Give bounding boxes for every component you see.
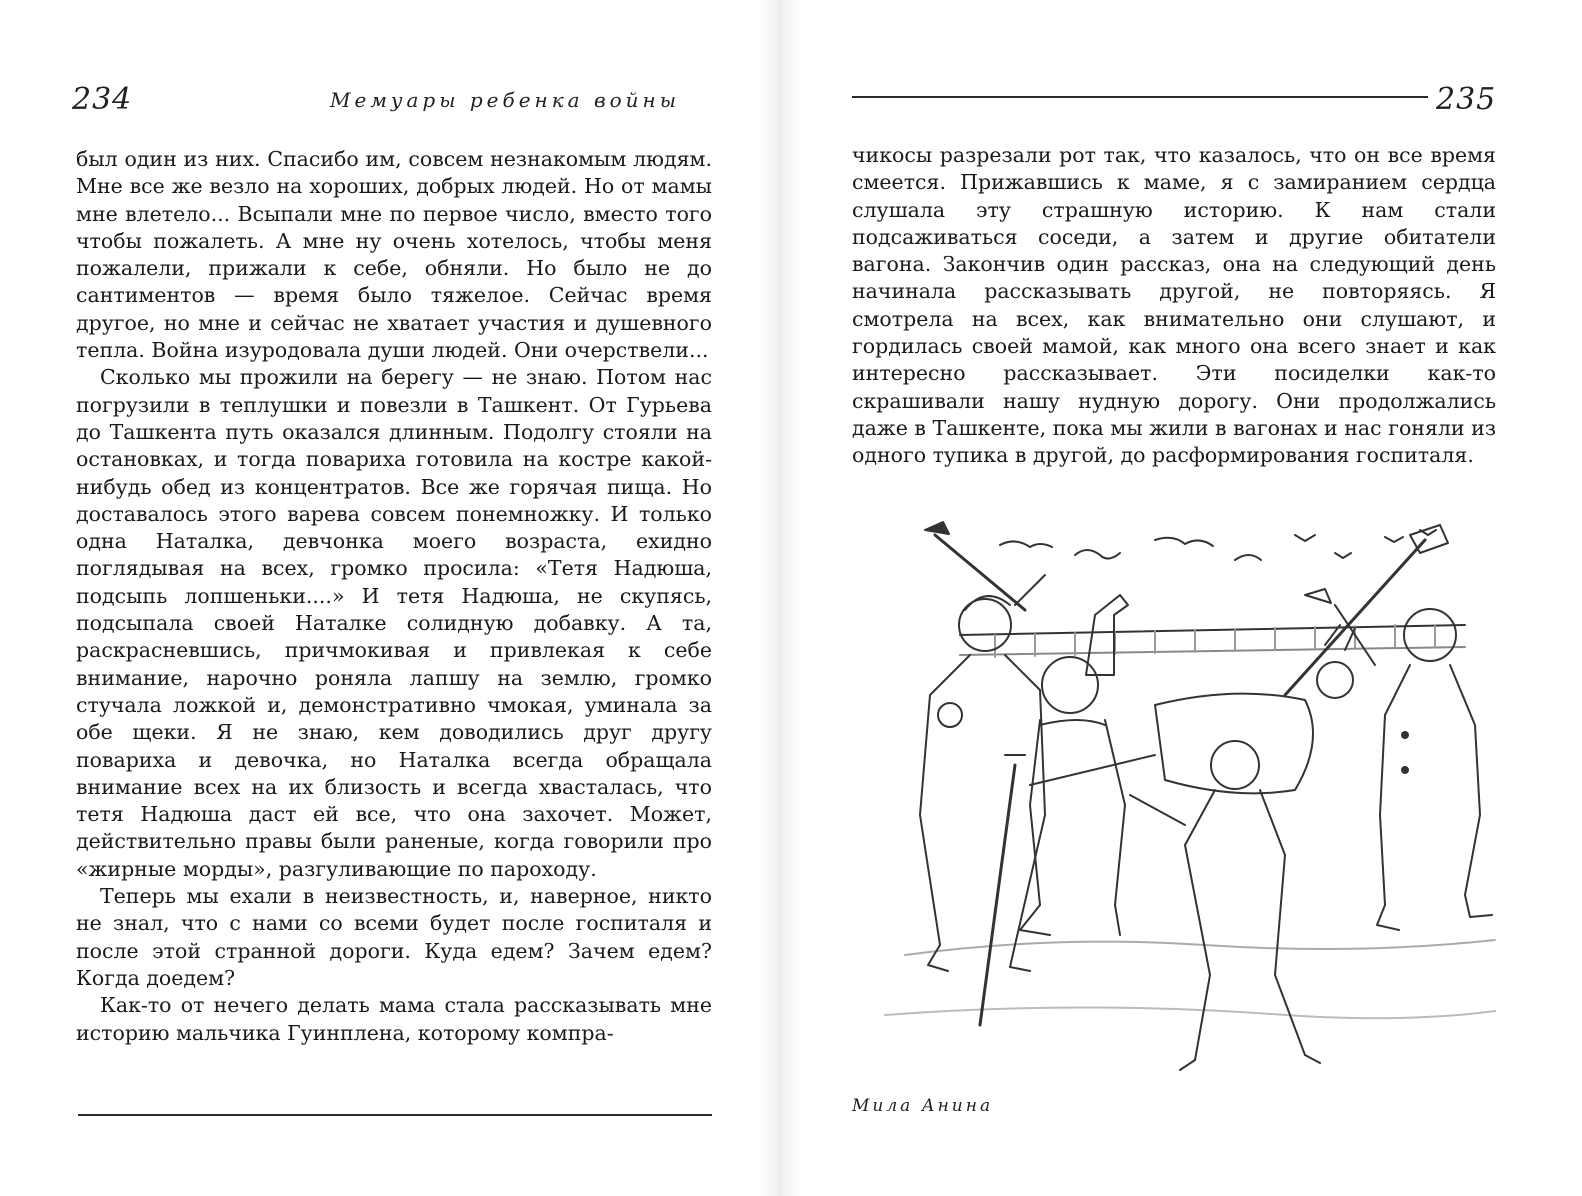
sky-scribble (1235, 555, 1261, 560)
raised-crutch (1285, 540, 1425, 695)
left-page-body (76, 146, 712, 1047)
illustration-signature: Мила Анина (852, 1096, 994, 1116)
paragraph: Теперь мы ехали в неизвестность, и, наверное, никто не знал, что с нами со всеми будет после госпиталя и после этой странной дороги. Куда едем? Зачем едем? Когда доедем? (76, 884, 712, 990)
crutch (980, 765, 1015, 1025)
drawing-soldiers-on-crutches (865, 515, 1510, 1095)
pencil-illustration (865, 515, 1510, 1095)
right-page-body (852, 142, 1496, 470)
left-page-number: 234 (72, 82, 133, 117)
right-page (800, 0, 1582, 1196)
book-gutter (760, 0, 800, 1196)
bird-icon (1335, 553, 1351, 558)
carried-figure (1155, 694, 1313, 794)
bird-icon (1385, 537, 1403, 542)
paragraph: Сколько мы прожили на берегу — не знаю. Потом нас погрузили в теплушки и повезли в Ташкент. От Гурьева до Ташкента путь оказался длинным. Подолгу стояли на остановках, и тогда повариха готовила на костре какой-нибудь обед из концентратов. Все же горячая пища. Но доставалось этого варева совсем понемножку. И только одна Наталка, девчонка моего возраста, ехидно поглядывая на всех, громко просила: «Тетя Надюша, подсыпь лопшеньки....» И тетя Надюша, не скупясь, подсыпала своей Наталке солидную добавку. А та, раскрасневшись, причмокивая и привлекая к себе внимание, нарочно роняла лапшу на землю, громко стучала ложкой и, демонстративно чмокая, уминала за обе щеки. Я не знаю, кем доводились друг другу повариха и девочка, но Наталка всегда обращала внимание всех на их близость и всегда хвасталась, что тетя Надюша даст ей все, что она захочет. Может, действительно правы были раненые, когда говорили про «жирные морды», разгуливающие по пароходу. (76, 365, 712, 881)
sky-scribble (1000, 541, 1052, 547)
sky-scribble (1075, 550, 1120, 559)
soldier-body (920, 655, 970, 945)
bird-icon (1295, 535, 1315, 541)
soldier-head (1042, 657, 1098, 713)
paragraph: Как-то от нечего делать мама стала рассказывать мне историю мальчика Гуинплена, которому компра- (76, 993, 712, 1045)
soldier-head (1211, 741, 1259, 789)
paragraph: чикосы разрезали рот так, что казалось, что он все время смеется. Прижавшись к маме, я с замиранием сердца слушала эту страшную историю. К нам стали подсаживаться соседи, а затем и другие обитатели вагона. Закончив один рассказ, она на следующий день начинала рассказывать другой, не повторяясь. Я смотрела на всех, как внимательно они слушают, и гордилась своей мамой, как много она всего знает и как интересно рассказывает. Эти посиделки как-то скрашивали нашу нудную дорогу. Они продолжались даже в Ташкенте, пока мы жили в вагонах и нас гоняли из одного тупика в другой, до расформирования госпиталя. (852, 143, 1496, 468)
running-title: Мемуары ребенка войны (330, 88, 680, 112)
bottom-rule (78, 1114, 712, 1116)
left-page (0, 0, 760, 1196)
soldier-head (1404, 609, 1456, 661)
paragraph: был один из них. Спасибо им, совсем незнакомым людям. Мне все же везло на хороших, добрых людей. Но от мамы мне влетело... Всыпали мне по первое число, вместо того чтобы пожалеть. А мне ну очень хотелось, чтобы меня пожалели, прижали к себе, обняли. Но было не до сантиментов — время было тяжелое. Сейчас время другое, но мне и сейчас не хватает участия и душевного тепла. Война изуродовала души людей. Они очерствели... (76, 147, 712, 363)
right-page-number: 235 (1436, 82, 1497, 117)
header-rule (852, 96, 1428, 98)
sky-scribble (1155, 538, 1213, 546)
held-boot (1086, 595, 1128, 675)
